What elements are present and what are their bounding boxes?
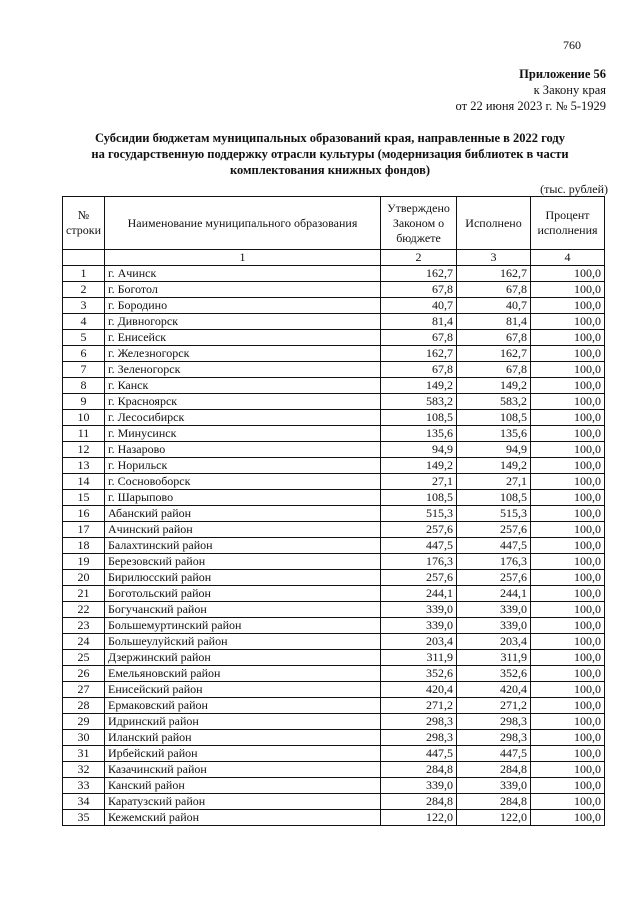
title-line-3: комплектования книжных фондов) [229, 163, 431, 177]
execution-percent: 100,0 [531, 570, 605, 586]
table-row [63, 346, 605, 362]
row-number: 13 [63, 458, 105, 474]
appendix-block [456, 66, 606, 114]
row-number: 2 [63, 282, 105, 298]
row-number: 35 [63, 810, 105, 826]
approved-amount: 40,7 [381, 298, 457, 314]
units-label: (тыс. рублей) [540, 182, 608, 196]
table-row [63, 362, 605, 378]
execution-percent: 100,0 [531, 794, 605, 810]
row-number: 29 [63, 714, 105, 730]
executed-amount: 583,2 [457, 394, 531, 410]
table-row [63, 298, 605, 314]
col-number-4: 4 [531, 250, 605, 266]
header-municipality: Наименование муниципального образования [105, 197, 381, 250]
execution-percent: 100,0 [531, 426, 605, 442]
approved-amount: 583,2 [381, 394, 457, 410]
table-row [63, 330, 605, 346]
approved-amount: 447,5 [381, 538, 457, 554]
approved-amount: 257,6 [381, 522, 457, 538]
approved-amount: 271,2 [381, 698, 457, 714]
execution-percent: 100,0 [531, 362, 605, 378]
executed-amount: 108,5 [457, 410, 531, 426]
executed-amount: 257,6 [457, 522, 531, 538]
municipality-name: г. Боготол [105, 282, 381, 298]
table-row [63, 810, 605, 826]
executed-amount: 271,2 [457, 698, 531, 714]
approved-amount: 203,4 [381, 634, 457, 650]
table-row [63, 730, 605, 746]
column-number-row [63, 250, 605, 266]
approved-amount: 81,4 [381, 314, 457, 330]
row-number: 17 [63, 522, 105, 538]
execution-percent: 100,0 [531, 314, 605, 330]
row-number: 9 [63, 394, 105, 410]
header-percent: Процент исполнения [531, 197, 605, 250]
col-number-2: 2 [381, 250, 457, 266]
row-number: 19 [63, 554, 105, 570]
row-number: 3 [63, 298, 105, 314]
execution-percent: 100,0 [531, 634, 605, 650]
execution-percent: 100,0 [531, 394, 605, 410]
table-row [63, 410, 605, 426]
execution-percent: 100,0 [531, 330, 605, 346]
table-row [63, 522, 605, 538]
row-number: 21 [63, 586, 105, 602]
executed-amount: 149,2 [457, 458, 531, 474]
row-number: 5 [63, 330, 105, 346]
municipality-name: Балахтинский район [105, 538, 381, 554]
execution-percent: 100,0 [531, 746, 605, 762]
approved-amount: 162,7 [381, 266, 457, 282]
row-number: 26 [63, 666, 105, 682]
table-row [63, 666, 605, 682]
executed-amount: 176,3 [457, 554, 531, 570]
approved-amount: 149,2 [381, 458, 457, 474]
execution-percent: 100,0 [531, 602, 605, 618]
table-row [63, 634, 605, 650]
table-row [63, 714, 605, 730]
approved-amount: 122,0 [381, 810, 457, 826]
row-number: 34 [63, 794, 105, 810]
row-number: 22 [63, 602, 105, 618]
row-number: 28 [63, 698, 105, 714]
approved-amount: 162,7 [381, 346, 457, 362]
title-line-2: на государственную поддержку отрасли культуры (модернизация библиотек в части [91, 147, 569, 161]
table-row [63, 570, 605, 586]
row-number: 18 [63, 538, 105, 554]
execution-percent: 100,0 [531, 474, 605, 490]
header-row-number: № строки [63, 197, 105, 250]
row-number: 32 [63, 762, 105, 778]
execution-percent: 100,0 [531, 586, 605, 602]
executed-amount: 40,7 [457, 298, 531, 314]
execution-percent: 100,0 [531, 346, 605, 362]
table-row [63, 746, 605, 762]
table-header-row [63, 197, 605, 250]
approved-amount: 67,8 [381, 282, 457, 298]
executed-amount: 298,3 [457, 730, 531, 746]
executed-amount: 447,5 [457, 746, 531, 762]
municipality-name: Боготольский район [105, 586, 381, 602]
executed-amount: 352,6 [457, 666, 531, 682]
row-number: 20 [63, 570, 105, 586]
approved-amount: 298,3 [381, 714, 457, 730]
table-row [63, 698, 605, 714]
header-executed: Исполнено [457, 197, 531, 250]
row-number: 7 [63, 362, 105, 378]
execution-percent: 100,0 [531, 410, 605, 426]
table-row [63, 458, 605, 474]
municipality-name: г. Железногорск [105, 346, 381, 362]
executed-amount: 284,8 [457, 762, 531, 778]
executed-amount: 81,4 [457, 314, 531, 330]
row-number: 15 [63, 490, 105, 506]
row-number: 14 [63, 474, 105, 490]
approved-amount: 108,5 [381, 410, 457, 426]
approved-amount: 176,3 [381, 554, 457, 570]
subsidies-table [62, 196, 605, 826]
municipality-name: г. Сосновоборск [105, 474, 381, 490]
col-number-3: 3 [457, 250, 531, 266]
row-number: 1 [63, 266, 105, 282]
municipality-name: г. Красноярск [105, 394, 381, 410]
table-row [63, 474, 605, 490]
execution-percent: 100,0 [531, 378, 605, 394]
approved-amount: 311,9 [381, 650, 457, 666]
execution-percent: 100,0 [531, 554, 605, 570]
municipality-name: Березовский район [105, 554, 381, 570]
execution-percent: 100,0 [531, 282, 605, 298]
municipality-name: Ермаковский район [105, 698, 381, 714]
execution-percent: 100,0 [531, 778, 605, 794]
municipality-name: г. Дивногорск [105, 314, 381, 330]
table-row [63, 442, 605, 458]
table-row [63, 602, 605, 618]
approved-amount: 515,3 [381, 506, 457, 522]
row-number: 23 [63, 618, 105, 634]
row-number: 25 [63, 650, 105, 666]
table-row [63, 506, 605, 522]
municipality-name: Большеулуйский район [105, 634, 381, 650]
municipality-name: г. Бородино [105, 298, 381, 314]
municipality-name: Большемуртинский район [105, 618, 381, 634]
executed-amount: 515,3 [457, 506, 531, 522]
appendix-line-2: от 22 июня 2023 г. № 5-1929 [455, 99, 606, 113]
execution-percent: 100,0 [531, 522, 605, 538]
executed-amount: 94,9 [457, 442, 531, 458]
executed-amount: 339,0 [457, 602, 531, 618]
executed-amount: 67,8 [457, 330, 531, 346]
municipality-name: г. Минусинск [105, 426, 381, 442]
approved-amount: 67,8 [381, 330, 457, 346]
approved-amount: 420,4 [381, 682, 457, 698]
execution-percent: 100,0 [531, 442, 605, 458]
table-row [63, 618, 605, 634]
municipality-name: Богучанский район [105, 602, 381, 618]
execution-percent: 100,0 [531, 666, 605, 682]
approved-amount: 27,1 [381, 474, 457, 490]
approved-amount: 298,3 [381, 730, 457, 746]
execution-percent: 100,0 [531, 730, 605, 746]
municipality-name: Идринский район [105, 714, 381, 730]
approved-amount: 339,0 [381, 618, 457, 634]
table-row [63, 282, 605, 298]
appendix-title: Приложение 56 [519, 67, 606, 81]
appendix-line-1: к Закону края [533, 83, 606, 97]
approved-amount: 352,6 [381, 666, 457, 682]
executed-amount: 149,2 [457, 378, 531, 394]
execution-percent: 100,0 [531, 458, 605, 474]
row-number: 8 [63, 378, 105, 394]
executed-amount: 420,4 [457, 682, 531, 698]
execution-percent: 100,0 [531, 714, 605, 730]
row-number: 6 [63, 346, 105, 362]
municipality-name: Енисейский район [105, 682, 381, 698]
municipality-name: Ирбейский район [105, 746, 381, 762]
municipality-name: г. Канск [105, 378, 381, 394]
execution-percent: 100,0 [531, 810, 605, 826]
table-row [63, 586, 605, 602]
executed-amount: 135,6 [457, 426, 531, 442]
approved-amount: 135,6 [381, 426, 457, 442]
execution-percent: 100,0 [531, 506, 605, 522]
executed-amount: 339,0 [457, 778, 531, 794]
approved-amount: 339,0 [381, 602, 457, 618]
col-number-1: 1 [105, 250, 381, 266]
executed-amount: 284,8 [457, 794, 531, 810]
executed-amount: 311,9 [457, 650, 531, 666]
row-number: 24 [63, 634, 105, 650]
row-number: 30 [63, 730, 105, 746]
executed-amount: 298,3 [457, 714, 531, 730]
municipality-name: Кежемский район [105, 810, 381, 826]
approved-amount: 447,5 [381, 746, 457, 762]
approved-amount: 149,2 [381, 378, 457, 394]
executed-amount: 122,0 [457, 810, 531, 826]
executed-amount: 447,5 [457, 538, 531, 554]
approved-amount: 67,8 [381, 362, 457, 378]
row-number: 31 [63, 746, 105, 762]
executed-amount: 257,6 [457, 570, 531, 586]
table-row [63, 426, 605, 442]
municipality-name: Дзержинский район [105, 650, 381, 666]
header-approved: Утверждено Законом о бюджете [381, 197, 457, 250]
executed-amount: 203,4 [457, 634, 531, 650]
approved-amount: 339,0 [381, 778, 457, 794]
execution-percent: 100,0 [531, 538, 605, 554]
municipality-name: г. Норильск [105, 458, 381, 474]
table-row [63, 554, 605, 570]
table-row [63, 778, 605, 794]
municipality-name: г. Енисейск [105, 330, 381, 346]
municipality-name: г. Ачинск [105, 266, 381, 282]
municipality-name: Бирилюсский район [105, 570, 381, 586]
execution-percent: 100,0 [531, 698, 605, 714]
municipality-name: г. Шарыпово [105, 490, 381, 506]
executed-amount: 67,8 [457, 282, 531, 298]
table-row [63, 762, 605, 778]
executed-amount: 244,1 [457, 586, 531, 602]
row-number: 16 [63, 506, 105, 522]
table-row [63, 394, 605, 410]
execution-percent: 100,0 [531, 650, 605, 666]
execution-percent: 100,0 [531, 762, 605, 778]
row-number: 4 [63, 314, 105, 330]
executed-amount: 162,7 [457, 346, 531, 362]
row-number: 11 [63, 426, 105, 442]
municipality-name: г. Лесосибирск [105, 410, 381, 426]
execution-percent: 100,0 [531, 682, 605, 698]
row-number: 33 [63, 778, 105, 794]
executed-amount: 27,1 [457, 474, 531, 490]
approved-amount: 244,1 [381, 586, 457, 602]
executed-amount: 162,7 [457, 266, 531, 282]
approved-amount: 284,8 [381, 794, 457, 810]
approved-amount: 108,5 [381, 490, 457, 506]
table-row [63, 794, 605, 810]
row-number: 12 [63, 442, 105, 458]
row-number: 27 [63, 682, 105, 698]
executed-amount: 339,0 [457, 618, 531, 634]
table-row [63, 314, 605, 330]
municipality-name: г. Назарово [105, 442, 381, 458]
approved-amount: 284,8 [381, 762, 457, 778]
document-title [60, 130, 600, 178]
municipality-name: Казачинский район [105, 762, 381, 778]
executed-amount: 108,5 [457, 490, 531, 506]
execution-percent: 100,0 [531, 618, 605, 634]
municipality-name: Иланский район [105, 730, 381, 746]
title-line-1: Субсидии бюджетам муниципальных образований края, направленные в 2022 году [94, 131, 566, 145]
execution-percent: 100,0 [531, 298, 605, 314]
execution-percent: 100,0 [531, 266, 605, 282]
table-row [63, 682, 605, 698]
col-number-0 [63, 250, 105, 266]
execution-percent: 100,0 [531, 490, 605, 506]
page-number: 760 [563, 38, 581, 52]
table-row [63, 538, 605, 554]
approved-amount: 257,6 [381, 570, 457, 586]
municipality-name: Абанский район [105, 506, 381, 522]
table-row [63, 490, 605, 506]
row-number: 10 [63, 410, 105, 426]
table-row [63, 266, 605, 282]
municipality-name: Каратузский район [105, 794, 381, 810]
approved-amount: 94,9 [381, 442, 457, 458]
table-row [63, 650, 605, 666]
executed-amount: 67,8 [457, 362, 531, 378]
municipality-name: Канский район [105, 778, 381, 794]
municipality-name: Емельяновский район [105, 666, 381, 682]
municipality-name: Ачинский район [105, 522, 381, 538]
table-row [63, 378, 605, 394]
municipality-name: г. Зеленогорск [105, 362, 381, 378]
